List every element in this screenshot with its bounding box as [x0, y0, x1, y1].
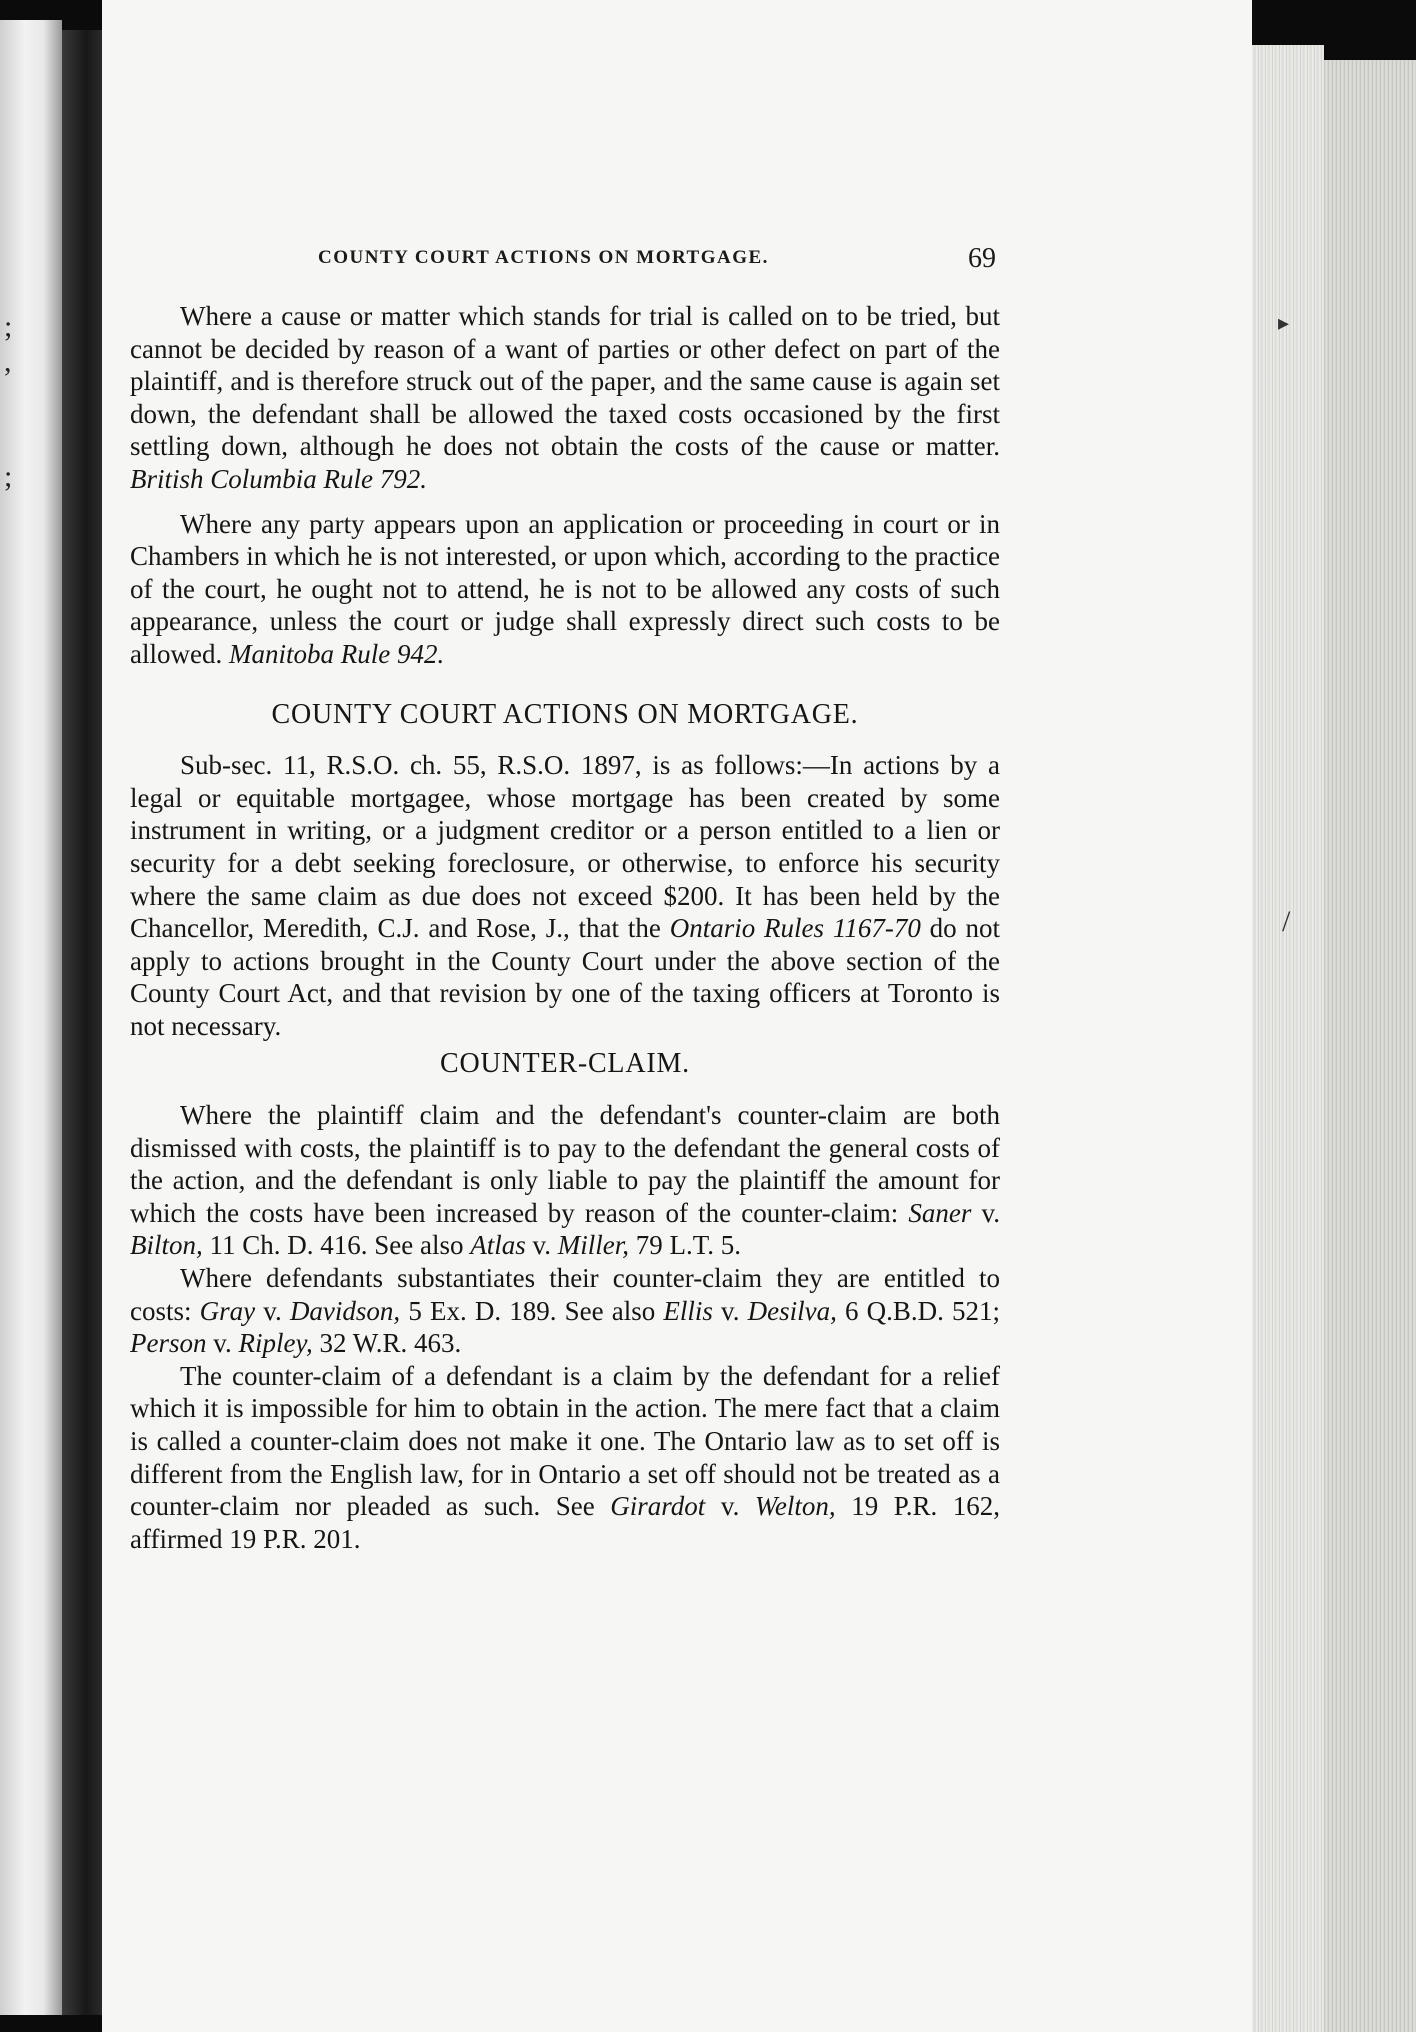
- margin-mark: ;: [4, 310, 13, 343]
- page-number: 69: [968, 243, 996, 274]
- margin-mark: ,: [4, 345, 12, 378]
- paragraph: [130, 749, 1000, 1042]
- paragraph-text: Where a cause or matter which stands for trial is called on to be tried, but cannot be decided by reason of a want of parties or other defect on part of the plaintiff, and is therefore struck out of the paper, and the same cause is again set down, the defendant shall be allowed the taxed costs occasioned by the first settling down, although he does not obtain the costs of the cause or matter.: [130, 301, 1000, 462]
- versus: v.: [532, 1230, 551, 1261]
- right-page-edges: [1252, 45, 1324, 2032]
- paragraph: [130, 1360, 1000, 1556]
- versus: v.: [263, 1295, 282, 1326]
- margin-mark: ;: [4, 460, 13, 493]
- case-party: Welton,: [754, 1491, 836, 1522]
- citation-text: 5 Ex. D. 189. See also: [408, 1295, 656, 1326]
- case-party: Ellis: [663, 1295, 713, 1326]
- book-gutter: [62, 30, 102, 2015]
- citation: Ontario Rules 1167-70: [669, 913, 921, 944]
- paragraph-text: The counter-claim of a defendant is a claim by the defendant for a relief which it is impossible for him to obtain in the action. The mere fact that a claim is called a counter-claim does not make it one. The Ontario law as to set off is different from the English law, for in Ontario a set off should not be treated as a counter-claim nor pleaded as such. See: [130, 1360, 1000, 1522]
- right-book-block: [1324, 60, 1416, 2032]
- case-party: Gray: [199, 1295, 256, 1326]
- running-head: COUNTY COURT ACTIONS ON MORTGAGE.: [318, 247, 769, 268]
- citation-text: 6 Q.B.D. 521;: [845, 1295, 1001, 1326]
- page-body: [130, 300, 1000, 1555]
- case-party: Bilton,: [130, 1230, 203, 1261]
- section-heading: COUNTER-CLAIM.: [440, 1048, 690, 1080]
- paragraph: [130, 508, 1000, 671]
- paragraph: [130, 300, 1000, 496]
- paragraph-text: Where defendants substantiates their counter-claim they are entitled to costs:: [130, 1263, 1000, 1326]
- citation-text: 79 L.T. 5.: [635, 1230, 741, 1261]
- citation: British Columbia Rule 792.: [130, 463, 427, 494]
- case-party: Davidson,: [289, 1295, 401, 1326]
- versus: v.: [720, 1491, 740, 1522]
- case-party: Girardot: [610, 1491, 706, 1522]
- versus: v.: [213, 1328, 232, 1359]
- case-party: Ripley,: [238, 1328, 313, 1359]
- citation: Manitoba Rule 942.: [228, 638, 445, 669]
- case-party: Person: [130, 1328, 207, 1359]
- paragraph: [130, 1099, 1000, 1262]
- citation-text: 19 P.R. 162, affirmed 19 P.R. 201.: [130, 1491, 1001, 1554]
- case-party: Desilva,: [747, 1295, 837, 1326]
- versus: v.: [721, 1295, 740, 1326]
- citation-text: 32 W.R. 463.: [319, 1328, 462, 1359]
- case-party: Atlas: [470, 1230, 526, 1261]
- paragraph-text: Sub-sec. 11, R.S.O. ch. 55, R.S.O. 1897, is as follows:—In actions by a legal or equitable mortgagee, whose mortgage has been created by some instrument in writing, or a judgment creditor or a person entitled to a lien or security for a debt seeking foreclosure, or otherwise, to enforce his security where the same claim as due does not exceed $200. It has been held by the Chancellor, Meredith, C.J. and Rose, J., that the: [130, 750, 1000, 944]
- citation-text: 11 Ch. D. 416. See also: [209, 1230, 464, 1261]
- paragraph-text: Where any party appears upon an application or proceeding in court or in Chambers in which he is not interested, or upon which, according to the practice of the court, he ought not to attend, he is not to be allowed any costs of such appearance, unless the court or judge shall expressly direct such costs to be allowed.: [130, 508, 1000, 669]
- edge-mark: ▸: [1278, 310, 1290, 335]
- versus: v.: [981, 1197, 1001, 1228]
- section-heading: COUNTY COURT ACTIONS ON MORTGAGE.: [271, 698, 859, 730]
- case-party: Miller,: [557, 1230, 629, 1261]
- case-party: Saner: [908, 1197, 972, 1228]
- paragraph-text: Where the plaintiff claim and the defendant's counter-claim are both dismissed with costs, the plaintiff is to pay to the defendant the general costs of the action, and the defendant is only liable to pay the plaintiff the amount for which the costs have been increased by reason of the counter-claim:: [130, 1100, 1000, 1228]
- edge-mark: /: [1282, 905, 1291, 938]
- left-page-edge: [0, 20, 62, 2015]
- paragraph-text: do not apply to actions brought in the County Court under the above section of the County Court Act, and that revision by one of the taxing officers at Toronto is not necessary.: [130, 913, 1001, 1041]
- paragraph: [130, 1262, 1000, 1360]
